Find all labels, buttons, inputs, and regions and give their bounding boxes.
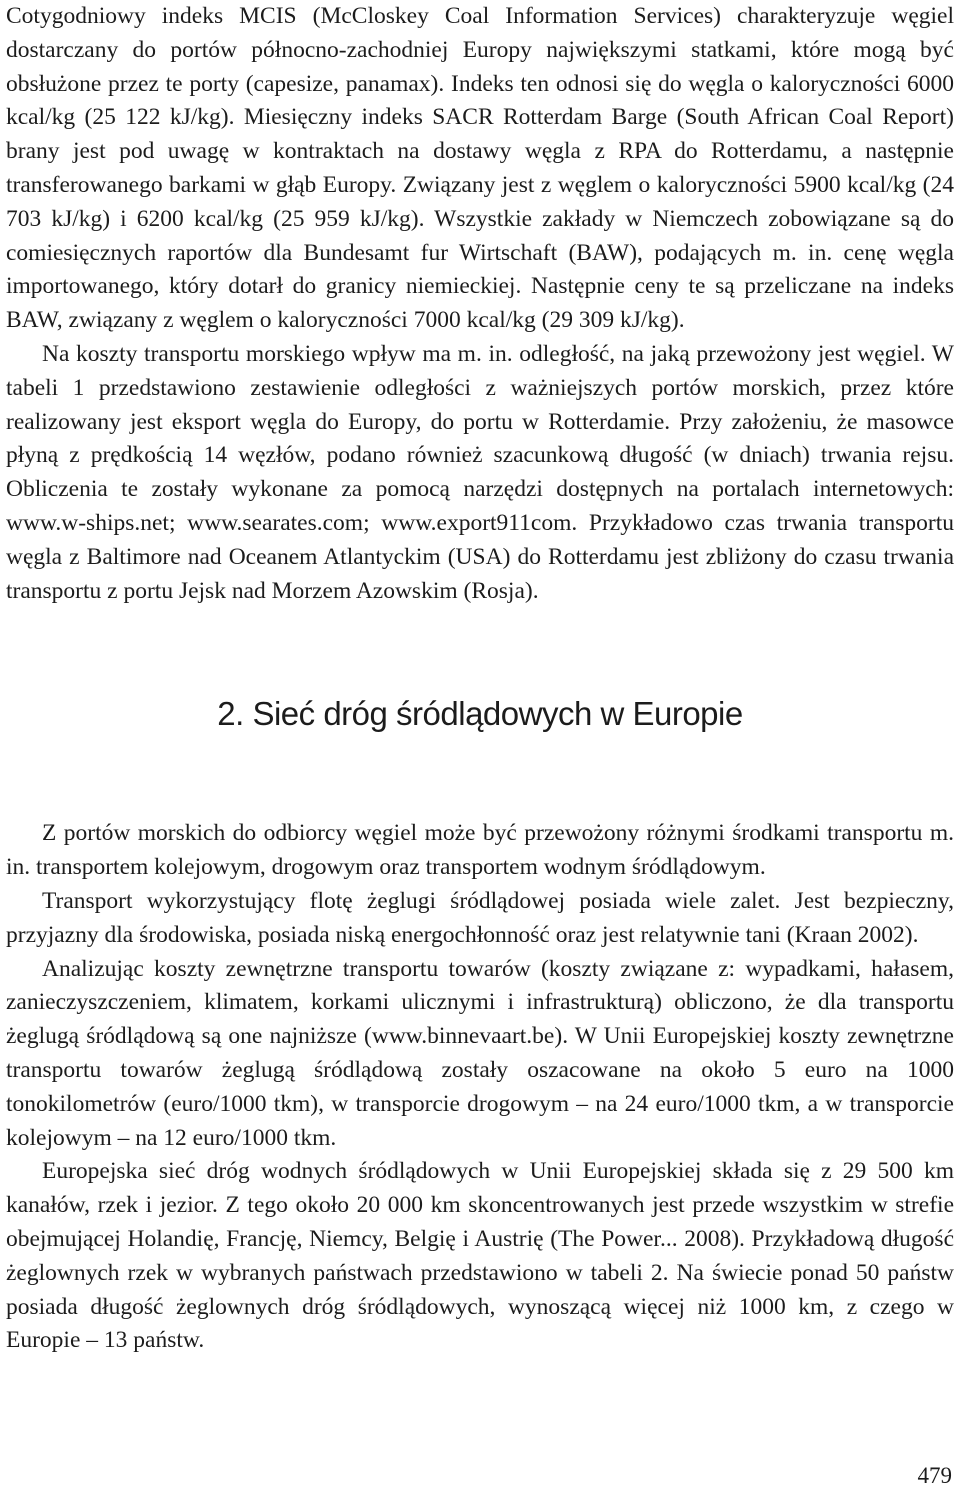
intro-paragraph-2: Na koszty transportu morskiego wpływ ma m. in. odległość, na jaką przewożony jest węgiel. W tabeli 1 przedstawiono zestawienie odległości z ważniejszych portów morskich, przez które realizowany jest eksport węgla do Europy, do portu w Rotterdamie. Przy założeniu, że masowce płyną z prędkością 14 węzłów, podano również szacunkową długość (w dniach) trwania rejsu. Obliczenia te zostały wykonane za pomocą narzędzi dostępnych na portalach internetowych: www.w-ships.net; www.searates.com; www.export911com. Przykładowo czas trwania transportu węgla z Baltimore nad Oceanem Atlantyckim (USA) do Rotterdamu jest zbliżony do czasu trwania transportu z portu Jejsk nad Morzem Azowskim (Rosja). xyxy=(6,340,954,604)
section-paragraph-2: Transport wykorzystujący flotę żeglugi śródlądowej posiada wiele zalet. Jest bezpieczny, przyjazny dla środowiska, posiada niską energochłonność oraz jest relatywnie tani (Kraan 2002). xyxy=(6,887,954,948)
section-body xyxy=(6,817,954,1358)
intro-paragraph-1: Cotygodniowy indeks MCIS (McCloskey Coal Information Services) charakteryzuje węgiel dostarczany do portów północno-zachodniej Europy największymi statkami, które mogą być obsłużone przez te porty (capesize, panamax). Indeks ten odnosi się do węgla o kaloryczności 6000 kcal/kg (25 122 kJ/kg). Miesięczny indeks SACR Rotterdam Barge (South African Coal Report) brany jest pod uwagę w kontraktach na dostawy węgla z RPA do Rotterdamu, a następnie transferowanego barkami w głąb Europy. Związany jest z węglem o kaloryczności 5900 kcal/kg (24 703 kJ/kg) i 6200 kcal/kg (25 959 kJ/kg). Wszystkie zakłady w Niemczech zobowiązane są do comiesięcznych raportów dla Bundesamt fur Wirtschaft (BAW), podających m. in. cenę węgla importowanego, który dotarł do granicy niemieckiej. Następnie ceny te są przeliczane na indeks BAW, związany z węglem o kaloryczności 7000 kcal/kg (29 309 kJ/kg). xyxy=(6,3,954,334)
page-body xyxy=(6,0,954,1358)
section-paragraph-3: Analizując koszty zewnętrzne transportu towarów (koszty związane z: wypadkami, hałasem, zanieczyszczeniem, klimatem, korkami ulicznymi i infrastrukturą) obliczono, że dla transportu żeglugą śródlądową są one najniższe (www.binnevaart.be). W Unii Europejskiej koszty zewnętrzne transportu towarów żeglugą śródlądową zostały oszacowane na około 5 euro na 1000 tonokilometrów (euro/1000 tkm), w transporcie drogowym – na 24 euro/1000 tkm, a w transporcie kolejowym – na 12 euro/1000 tkm. xyxy=(6,955,954,1151)
section-paragraph-1: Z portów morskich do odbiorcy węgiel może być przewożony różnymi środkami transportu m. in. transportem kolejowym, drogowym oraz transportem wodnym śródlądowym. xyxy=(6,820,954,881)
section-paragraph-4: Europejska sieć dróg wodnych śródlądowych w Unii Europejskiej składa się z 29 500 km kanałów, rzek i jezior. Z tego około 20 000 km skoncentrowanych jest przede wszystkim w strefie obejmującej Holandię, Francję, Niemcy, Belgię i Austrię (The Power... 2008). Przykładową długość żeglownych rzek w wybranych państwach przedstawiono w tabeli 2. Na świecie ponad 50 państw posiada długość żeglownych dróg śródlądowych, wynoszącą więcej niż 1000 km, z czego w Europie – 13 państw. xyxy=(6,1158,954,1354)
section-heading: 2. Sieć dróg śródlądowych w Europie xyxy=(217,695,743,733)
page-number: 479 xyxy=(917,1463,952,1488)
